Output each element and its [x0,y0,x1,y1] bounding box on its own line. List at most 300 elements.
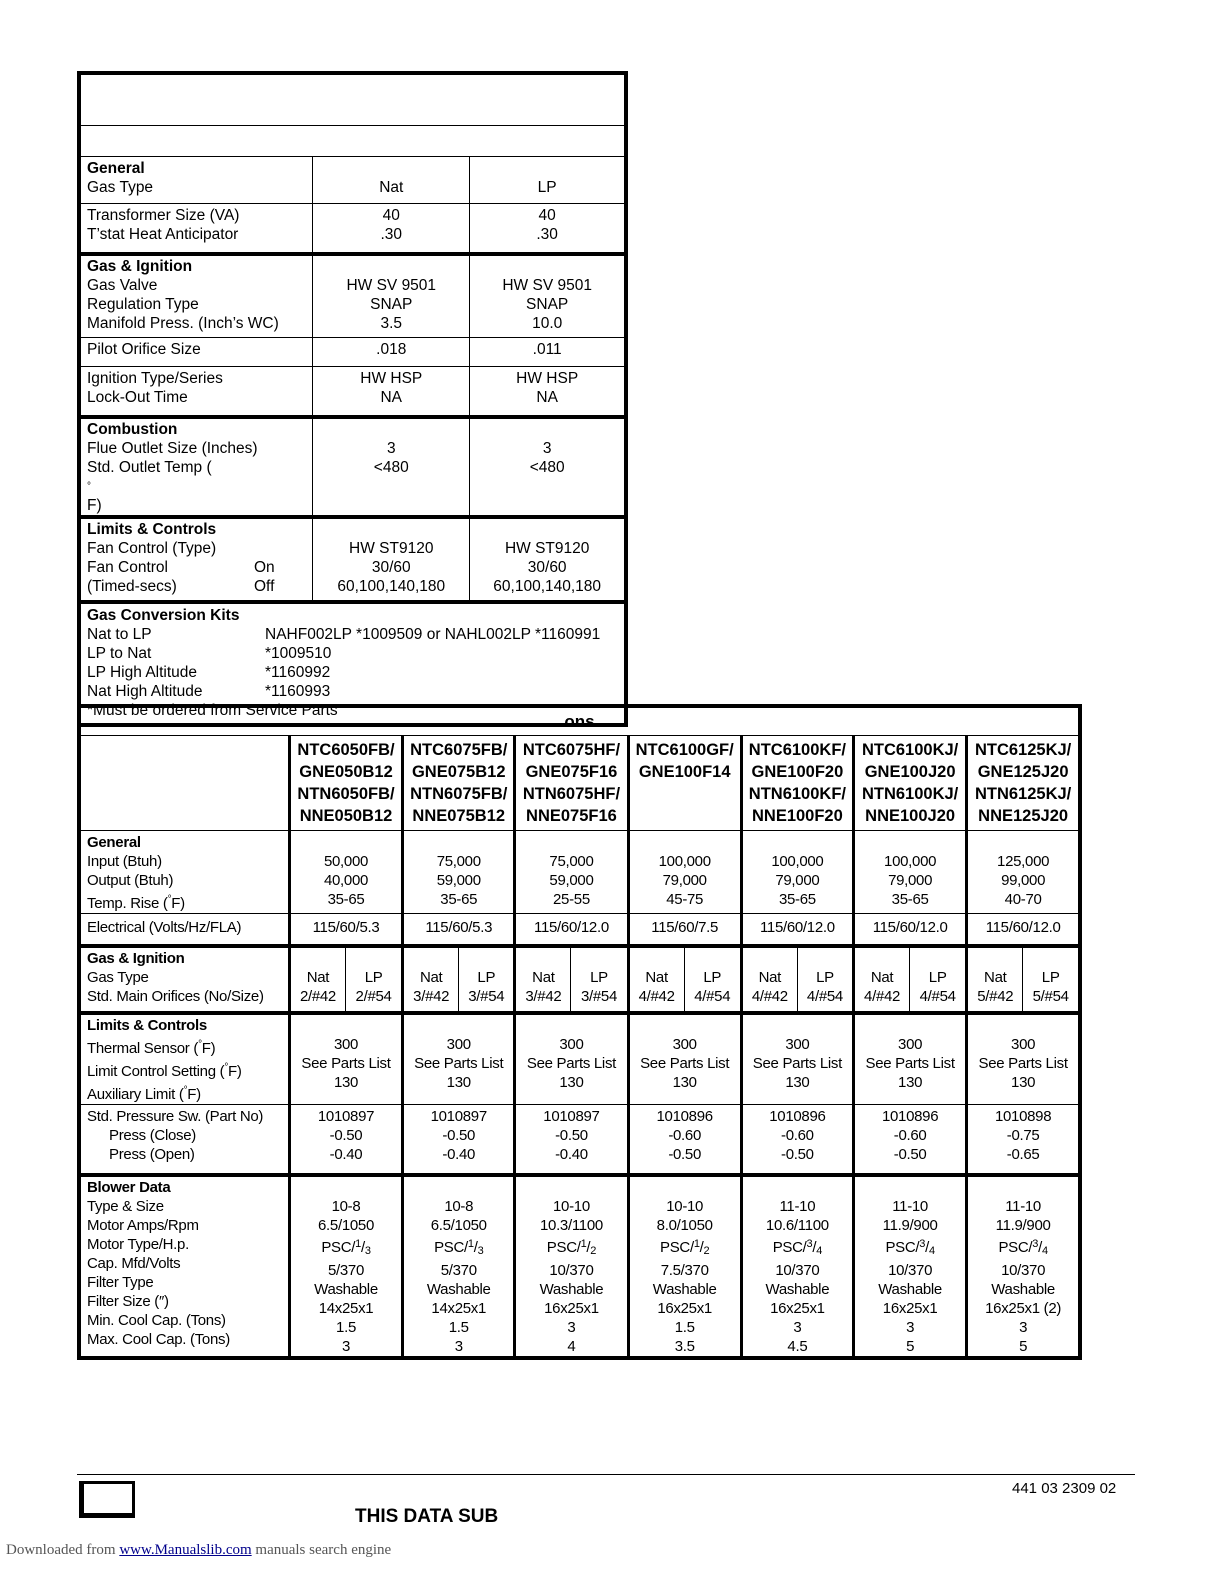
cell-text [516,783,626,805]
cell-text [404,987,458,1006]
t2-pressure-row [79,1105,1080,1176]
cell-text: 2/#54 [355,988,392,1005]
cell-text: 45-75 [666,891,704,908]
cell-text [910,987,965,1006]
kits-note: *Must be ordered from Service Parts [87,702,338,719]
cell-text [404,852,513,871]
cell-text: GNE075B12 [411,763,506,781]
cell-text [516,1145,626,1164]
cell-text [87,1145,288,1164]
cell-text [516,1299,626,1318]
cell-text: NTN6050FB/ [297,785,395,803]
cell-text [630,871,740,890]
cell-text [743,1126,852,1145]
cell-text: Nat [306,969,330,986]
cell-text [291,1318,401,1337]
cell-text: 115/60/12.0 [985,919,1061,936]
cell-text [798,968,852,987]
cell-text: Min. Cool Cap. (Tons) [87,1312,226,1329]
cell-text [968,1126,1078,1145]
cell-text: 4/#54 [694,988,731,1005]
t2-title: ons [79,706,1080,736]
cell-text [855,1261,965,1280]
cell-text: 5/#42 [977,988,1014,1005]
cell-text [968,871,1078,890]
t2-blower-row [79,1175,1080,1358]
cell-text [855,1107,965,1126]
cell-text [743,1054,852,1073]
cell-text [968,761,1078,783]
table-cell [797,946,853,1013]
cell-text [968,739,1078,761]
cell-text: 40-70 [1004,891,1042,908]
cell-text: LP [928,969,947,986]
table-cell [403,1013,515,1105]
cell-text: PSC/ [885,1239,920,1256]
cell-text [87,1216,288,1235]
cell-text: 3 [793,1319,802,1336]
cell-text: NTC6075FB/ [410,741,508,759]
kit-row: LP to Nat *1009510 [87,645,332,662]
cell-text [630,1107,740,1126]
cell-text: LP [703,969,722,986]
table-cell [459,946,515,1013]
cell-text: LP [364,969,383,986]
t1-general-row: General Gas Type Nat LP [79,157,626,204]
cell-text: 16x25x1 [770,1300,825,1317]
cell-text: ° [183,1085,188,1096]
cell-text: NTC6100KJ/ [861,741,959,759]
cell-text [87,1126,288,1145]
cell-text [855,1145,965,1164]
cell-text: 11-10 [1005,1198,1041,1215]
cell-text: 10-8 [444,1198,474,1215]
cell-text [516,1216,626,1235]
cell-text: 4/#42 [638,988,675,1005]
cell-text: See Parts List [640,1055,730,1072]
cell-text: See Parts List [865,1055,955,1072]
cell-text [743,1107,852,1126]
cell-text [516,968,570,987]
cell-text [404,1073,513,1092]
cell-text: 3/#42 [525,988,562,1005]
cell-text [516,1126,626,1145]
cell-text: 1 [693,1238,700,1250]
cell-text [743,1337,852,1356]
cell-text: 3 [341,1338,351,1355]
cell-text [404,1299,513,1318]
cell-text: 3 [1019,1319,1028,1336]
cell-text: Nat [758,969,782,986]
cell-text [855,783,965,805]
table-cell [628,946,684,1013]
cell-text [571,968,626,987]
table-cell [741,1013,853,1105]
cell-text: 35-65 [891,891,929,908]
cell-text: 4/#54 [919,988,956,1005]
cell-text [404,1145,513,1164]
cell-text [404,1054,513,1073]
manualslib-link[interactable]: www.Manualslib.com [119,1542,252,1558]
cell-text: 4.5 [787,1338,808,1355]
cell-text: 115/60/12.0 [872,919,948,936]
cell-text [291,1107,401,1126]
cell-text [87,1311,288,1330]
cell-text: 35-65 [778,891,816,908]
cell-text [630,1197,740,1216]
specs-table-2 [77,704,1082,1360]
table-cell [515,1013,628,1105]
cell-text: 3 [364,1245,371,1257]
table-cell [741,831,853,914]
cell-text [968,890,1078,909]
cell-text [630,739,740,761]
cell-text [743,761,852,783]
cell-text [291,890,401,909]
cell-text: PSC/ [998,1239,1033,1256]
cell-text: 3/#42 [413,988,450,1005]
cell-text: NTC6125KJ/ [974,741,1072,759]
table-cell [684,946,741,1013]
cell-text: PSC/$^1$/3 [434,1238,484,1257]
cell-text: Washable [539,1281,604,1298]
cell-text [404,890,513,909]
cell-text: 1.5 [448,1319,469,1336]
cell-text: See Parts List [414,1055,504,1072]
kit-row: Nat to LP NAHF002LP *1009509 or NAHL002LP *1160991 [87,626,601,643]
table-cell [79,831,289,914]
cell-text [968,1337,1078,1356]
table-cell [289,1013,402,1105]
cell-text: See Parts List [301,1055,391,1072]
cell-text: 125,000 [997,853,1050,870]
cell-text: NTN6075HF/ [522,785,621,803]
model-header [741,736,853,831]
table-cell [854,914,967,947]
cell-text: Motor Type/H.p. [87,1236,189,1253]
cell-text [968,1145,1078,1164]
cell-text: ° [198,1039,202,1050]
cell-text [968,1261,1078,1280]
table-cell [403,946,459,1013]
cell-text [291,1054,401,1073]
cell-text: 1010896 [656,1108,713,1125]
cell-text [968,1073,1078,1092]
cell-text [291,1280,401,1299]
table-cell [967,946,1023,1013]
table-cell [79,1013,289,1105]
t2-general-row [79,831,1080,914]
cell-text: 5/#54 [1032,988,1069,1005]
table-cell [79,1105,289,1176]
t1-kits-heading: Gas Conversion Kits [87,607,240,624]
cell-text [291,1261,401,1280]
cell-text: 11-10 [892,1198,928,1215]
cell-text [855,1318,965,1337]
cell-text: Electrical (Volts/Hz/FLA) [87,919,242,936]
cell-text: 115/60/12.0 [534,919,609,936]
cell-text: 300 [672,1036,697,1053]
table-cell [571,946,628,1013]
model-header [515,736,628,831]
cell-text: 4 [928,1245,935,1257]
cell-text: NNE100J20 [865,807,956,825]
cell-text: GNE100F14 [638,763,731,781]
cell-text: See Parts List [526,1055,617,1072]
cell-text: GNE050B12 [299,763,393,781]
t1-pilot-row: Pilot Orifice Size .018 .011 [79,338,626,367]
cell-text [855,890,965,909]
cell-text [743,852,852,871]
cell-text: Blower Data [87,1179,171,1196]
cell-text [743,1261,852,1280]
cell-text [630,1054,740,1073]
cell-text [1032,1238,1038,1250]
cell-text: Temp. Rise ( [87,895,168,912]
cell-text [855,1299,965,1318]
cell-text: LP [477,969,496,986]
cell-text [743,1145,852,1164]
cell-text: 6.5/1050 [430,1217,487,1234]
cell-text: 16x25x1 [657,1300,712,1317]
cell-text: 11.9/900 [995,1217,1051,1234]
cell-text: NTC6075HF/ [522,741,621,759]
cell-text: PSC/ [546,1239,581,1256]
cell-text [291,783,401,805]
cell-text [968,1280,1078,1299]
table-cell [79,736,289,831]
cell-text [87,871,288,890]
table1-subtitle-row [79,126,626,157]
cell-text: 14x25x1 [318,1300,374,1317]
table-cell [79,914,289,947]
model-header [628,736,741,831]
table-cell [628,831,741,914]
cell-text [855,1337,965,1356]
cell-text: 25-55 [553,891,590,908]
cell-text [87,833,288,852]
table-cell [515,914,628,947]
table-cell [403,914,515,947]
cell-text: Auxiliary Limit ( [87,1086,184,1103]
cell-text: 300 [785,1036,810,1053]
cell-text: 3 [906,1319,915,1336]
cell-text: -0.50 [668,1146,702,1163]
cell-text: -0.40 [442,1146,476,1163]
cell-text: 59,000 [549,872,594,889]
cell-text [404,739,513,761]
cell-text [910,968,965,987]
cell-text: -0.60 [781,1127,814,1144]
cell-text [968,1197,1078,1216]
cell-text: PSC/ [660,1239,694,1256]
cell-text: GNE100J20 [864,763,956,781]
cell-text: ° [167,894,172,905]
t1-gas-ignition-row: Gas & Ignition Gas Valve Regulation Type Manifold Press. (Inch’s WC) HW SV 9501 SNAP 3.5 HW SV 9501 SNAP 10.0 [79,254,626,338]
cell-text [291,1197,401,1216]
cell-text [630,1318,740,1337]
cell-text: NTN6075FB/ [410,785,508,803]
cell-text [459,987,513,1006]
t2-electrical-row [79,914,1080,947]
cell-text: 4 [567,1338,576,1355]
table-cell [628,1105,741,1176]
cell-text [404,1318,513,1337]
cell-text [404,968,458,987]
cell-text: PSC/ [772,1239,807,1256]
cell-text: -0.75 [1006,1127,1040,1144]
table-cell [967,1013,1080,1105]
cell-text: Max. Cool Cap. (Tons) [87,1331,230,1348]
cell-text: 1 [467,1238,474,1250]
cell-text: 11.9/900 [882,1217,938,1234]
cell-text: 300 [1011,1036,1036,1053]
cell-text [291,761,401,783]
cell-text: -0.50 [555,1127,588,1144]
cell-text [478,1245,484,1257]
cell-text [630,1299,740,1318]
cell-text: F) [187,1086,201,1103]
cell-text [968,1107,1078,1126]
cell-text [855,1054,965,1073]
table-cell [741,914,853,947]
cell-text [630,968,684,987]
cell-text: 300 [898,1036,923,1053]
cell-text: 35-65 [327,891,365,908]
cell-text: 115/60/7.5 [651,919,719,936]
cell-text [404,1126,513,1145]
cell-text: 10.3/1100 [539,1217,603,1234]
cell-text [630,1073,740,1092]
cell-text: 1010897 [430,1108,487,1125]
cell-text [404,1216,513,1235]
cell-text: Nat [532,969,555,986]
cell-text [855,1197,965,1216]
cell-text [630,1126,740,1145]
cell-text: 130 [1011,1074,1036,1091]
cell-text [291,1216,401,1235]
cell-text: 3 [806,1238,813,1250]
table-cell [854,1105,967,1176]
cell-text: 10-8 [331,1198,361,1215]
cell-text: -0.50 [329,1127,363,1144]
cell-text [87,950,184,967]
cell-text [743,871,852,890]
model-header [854,736,967,831]
cell-text [87,1179,170,1196]
cell-text: 75,000 [436,853,481,870]
t2-title-row [79,706,1080,736]
cell-text [630,1337,740,1356]
cell-text [743,968,797,987]
cell-text: 3 [1032,1238,1039,1250]
cell-text [87,1273,288,1292]
cell-text [516,1280,626,1299]
table-cell [515,1175,628,1358]
t1-limits-row: Limits & Controls Fan Control (Type) Fan Control On (Timed-secs) Off HW ST9120 30/60 60,100,140,180 HW ST9120 30/60 60,100,140,180 [79,517,626,602]
cell-text: Filter Type [87,1274,154,1291]
cell-text [291,805,401,827]
cell-text [87,949,288,968]
cell-text [291,987,345,1006]
cell-text: 50,000 [323,853,369,870]
cell-text [516,852,626,871]
cell-text: 4/#54 [806,988,843,1005]
cell-text: -0.60 [668,1127,702,1144]
cell-text [516,1197,626,1216]
cell-text: LP [590,969,608,986]
cell-text: 115/60/5.3 [425,919,493,936]
page-number-box [79,1481,135,1518]
cell-text [855,1073,965,1092]
cell-text: 3 [567,1319,576,1336]
cell-text: 130 [672,1074,697,1091]
table-cell [854,946,910,1013]
model-header [967,736,1080,831]
cell-text: Output (Btuh) [87,872,174,889]
table-cell [515,831,628,914]
cell-text: 5 [1019,1338,1028,1355]
table-cell [1023,946,1080,1013]
cell-text: Thermal Sensor ( [87,1040,199,1057]
cell-text [516,1318,626,1337]
cell-text [87,1016,288,1035]
cell-text [704,1245,710,1257]
cell-text [516,987,570,1006]
table-cell [403,1175,515,1358]
t1-transformer-row: Transformer Size (VA) T’stat Heat Anticipator 40 .30 40 .30 [79,204,626,255]
cell-text [1042,1245,1048,1257]
cell-text: 5/370 [440,1262,477,1279]
cell-text [404,805,513,827]
cell-text [855,1216,965,1235]
cell-text [87,890,288,913]
cell-text [855,1280,965,1299]
cell-text [346,987,401,1006]
cell-text [743,783,852,805]
cell-text [87,834,141,851]
t1-combustion-row: Combustion Flue Outlet Size (Inches) Std. Outlet Temp ( ° F) 3 <480 3 <480 [79,417,626,517]
cell-text: 130 [898,1074,923,1091]
cell-text [516,1073,626,1092]
footer-note: THIS DATA SUB [355,1506,499,1527]
cell-text: 3/#54 [468,988,505,1005]
cell-text: 4 [816,1245,823,1257]
cell-text: 3 [454,1338,463,1355]
cell-text [291,1145,401,1164]
table-cell [289,831,402,914]
cell-text: -0.40 [555,1146,588,1163]
cell-text: Nat [645,969,668,986]
table-cell [289,1175,402,1358]
cell-text [743,1197,852,1216]
cell-text [855,1126,965,1145]
cell-text: NTN6100KJ/ [861,785,959,803]
kit-row: LP High Altitude *1160992 [87,664,331,681]
cell-text: GNE075F16 [525,763,618,781]
cell-text: 100,000 [884,853,937,870]
cell-text [516,871,626,890]
table-cell [628,914,741,947]
cell-text: Filter Size (″) [87,1293,169,1310]
cell-text: 4/#42 [864,988,901,1005]
cell-text [87,968,288,987]
cell-text: GNE100F20 [751,763,844,781]
cell-text: 10.6/1100 [765,1217,829,1234]
cell-text [516,1107,626,1126]
cell-text: Std. Pressure Sw. (Part No) [87,1108,264,1125]
cell-text [87,852,288,871]
